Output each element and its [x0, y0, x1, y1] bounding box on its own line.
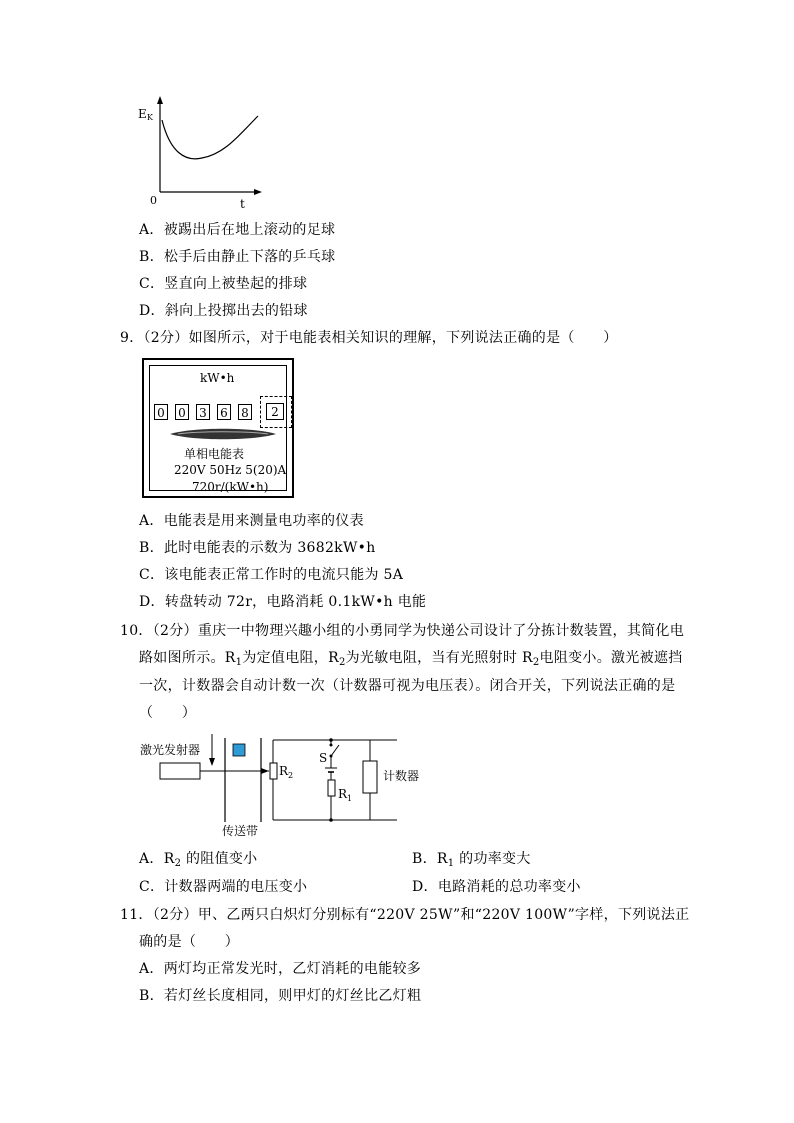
meter-digit: 3	[196, 404, 210, 420]
subscript: 2	[338, 657, 346, 668]
counter-meter	[363, 761, 377, 793]
subscript: 2	[532, 657, 540, 668]
switch-s	[331, 745, 339, 756]
subscript: 1	[447, 858, 455, 869]
q10-option-b-text: B．R	[412, 851, 448, 867]
meter-digit: 6	[217, 404, 231, 420]
laser-emitter	[160, 763, 200, 779]
q11-option-a: A．两灯均正常发光时，乙灯消耗的电能较多	[139, 961, 422, 977]
ek-time-graph	[130, 92, 270, 212]
q10-option-a-text: 的阻值变小	[181, 851, 258, 867]
meter-revolutions: 720r/(kW•h)	[192, 480, 269, 494]
ek-curve	[162, 116, 258, 159]
energy-meter	[142, 358, 294, 498]
laser-label: 激光发射器	[140, 743, 201, 757]
belt-label: 传送带	[222, 824, 259, 838]
r1-label: R	[338, 787, 348, 801]
q8-option-b: B．松手后由静止下落的乒乓球	[139, 249, 336, 265]
q9-option-a: A．电能表是用来测量电功率的仪表	[139, 513, 364, 529]
q11-stem-line1: 11．（2分）甲、乙两只白炽灯分别标有“220V 25W”和“220V 100W”字样，下列说法正	[120, 907, 690, 923]
q10-option-c: C．计数器两端的电压变小	[139, 879, 308, 895]
switch-label: S	[319, 751, 328, 765]
meter-unit: kW•h	[200, 371, 235, 385]
origin-label: 0	[150, 194, 157, 207]
fixed-resistor-r1	[328, 780, 335, 796]
r2-label: R	[279, 764, 289, 778]
q10-stem-line1: 10．（2分）重庆一中物理兴趣小组的小勇同学为快递公司设计了分拣计数装置，其简化电	[120, 623, 685, 639]
meter-decimal-digit: 2	[266, 403, 284, 420]
meter-digit: 8	[238, 404, 252, 420]
q10-option-a-text: A．R	[139, 851, 175, 867]
q10-stem-line2	[139, 648, 683, 673]
q10-stem-line4: （ ）	[139, 705, 197, 721]
parcel	[233, 744, 245, 756]
q10-text: 路如图所示。R	[139, 650, 236, 666]
q9-option-c: C．该电能表正常工作时的电流只能为 5A	[139, 567, 404, 583]
y-axis-label: E	[138, 107, 147, 121]
subscript: 1	[235, 657, 243, 668]
q10-option-b	[412, 849, 531, 874]
r2-label-sub: 2	[288, 771, 294, 780]
q10-text: 为光敏电阻，当有光照射时 R	[345, 650, 533, 666]
q10-option-b-text: 的功率变大	[454, 851, 531, 867]
r1-label-sub: 1	[347, 794, 353, 803]
q8-option-a: A．被踢出后在地上滚动的足球	[139, 222, 336, 238]
meter-decimal-box	[260, 396, 292, 428]
q9-option-d: D．转盘转动 72r，电路消耗 0.1kW•h 电能	[139, 594, 427, 610]
subscript: 2	[174, 858, 182, 869]
q11-option-b: B．若灯丝长度相同，则甲灯的灯丝比乙灯粗	[139, 988, 422, 1004]
sorting-circuit-diagram	[135, 730, 435, 840]
q8-option-d: D．斜向上投掷出去的铅球	[139, 303, 308, 319]
q10-stem-line3: 一次，计数器会自动计数一次（计数器可视为电压表）。闭合开关，下列说法正确的是	[139, 678, 676, 694]
q10-text: 为定值电阻，R	[242, 650, 339, 666]
x-axis-label: t	[240, 197, 245, 211]
q8-option-c: C．竖直向上被垫起的排球	[139, 276, 308, 292]
q10-text: 电阻变小。激光被遮挡	[539, 650, 683, 666]
meter-digit: 0	[154, 404, 168, 420]
q9-stem: 9．（2分）如图所示，对于电能表相关知识的理解，下列说法正确的是（ ）	[120, 330, 618, 346]
counter-label: 计数器	[383, 769, 420, 783]
meter-disc-icon	[168, 427, 278, 441]
q9-option-b: B．此时电能表的示数为 3682kW•h	[139, 540, 376, 556]
meter-digit: 0	[175, 404, 189, 420]
q10-option-a	[139, 849, 257, 874]
q10-option-d: D．电路消耗的总功率变小	[412, 879, 581, 895]
meter-name: 单相电能表	[184, 447, 245, 461]
y-axis-label-sub: K	[147, 113, 153, 122]
q11-stem-line2: 确的是（ ）	[139, 934, 240, 950]
photoresistor-r2	[270, 763, 277, 779]
meter-spec: 220V 50Hz 5(20)A	[174, 463, 287, 477]
